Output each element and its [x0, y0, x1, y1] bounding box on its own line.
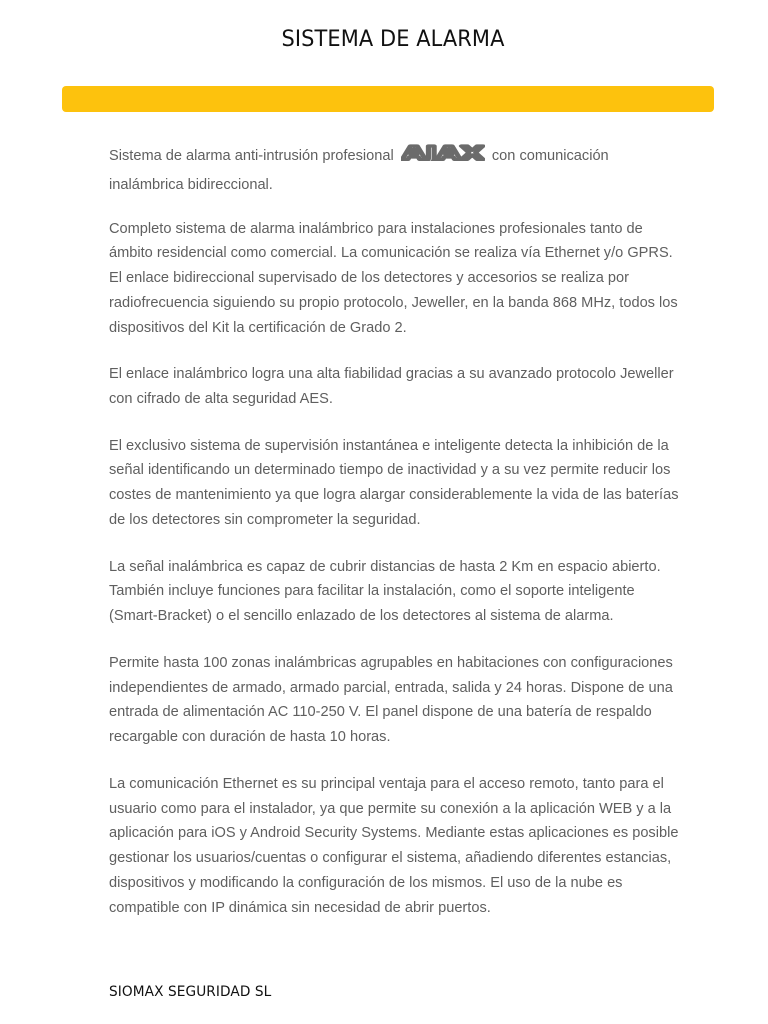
paragraph-overview: Completo sistema de alarma inalámbrico para instalaciones profesionales tanto de ámbito residencial como comercial. La comunicación se realiza vía Ethernet y/o GPRS. El enlace bidireccional supervisado de los detectores y accesorios se realiza por radiofrecuencia siguiendo su propio protocolo, Jeweller, en la banda 868 MHz, todos los dispositivos del Kit la certificación de Grado 2. — [109, 220, 678, 336]
intro-text-before: Sistema de alarma anti-intrusión profesional — [109, 148, 394, 164]
ajax-logo-text: AJAX — [401, 144, 485, 161]
paragraph-supervision: El exclusivo sistema de supervisión instantánea e inteligente detecta la inhibición de la señal identificando un determinado tiempo de inactividad y a su vez permite reducir los costes de mantenimiento ya que logra alargar considerablemente la vida de las baterías de los detectores sin comprometer la seguridad. — [109, 437, 679, 529]
intro-text-after: con comunicación inalámbrica bidireccional. — [109, 148, 609, 193]
intro-paragraph — [109, 142, 684, 199]
paragraph-range: La señal inalámbrica es capaz de cubrir distancias de hasta 2 Km en espacio abierto. También incluye funciones para facilitar la instalación, como el soporte inteligente (Smart-Bracket) o el sencillo enlazado de los detectores al sistema de alarma. — [109, 558, 661, 625]
ajax-logo — [401, 144, 485, 161]
document-body — [109, 142, 684, 942]
page-title: SISTEMA DE ALARMA — [281, 26, 505, 52]
paragraph-zones: Permite hasta 100 zonas inalámbricas agrupables en habitaciones con configuraciones independientes de armado, armado parcial, entrada, salida y 24 horas. Dispone de una entrada de alimentación AC 110-250 V. El panel dispone de una batería de respaldo recargable con duración de hasta 10 horas. — [109, 654, 673, 746]
paragraph-ethernet: La comunicación Ethernet es su principal ventaja para el acceso remoto, tanto para el usuario como para el instalador, ya que permite su conexión a la aplicación WEB y a la aplicación para iOS y Android Security Systems. Mediante estas aplicaciones es posible gestionar los usuarios/cuentas o configurar el sistema, añadiendo diferentes estancias, dispositivos y modificando la configuración de los mismos. El uso de la nube es compatible con IP dinámica sin necesidad de abrir puertos. — [109, 775, 679, 916]
paragraph-reliability: El enlace inalámbrico logra una alta fiabilidad gracias a su avanzado protocolo Jeweller con cifrado de alta seguridad AES. — [109, 366, 674, 408]
company-footer: SIOMAX SEGURIDAD SL — [109, 984, 272, 1000]
accent-bar — [62, 86, 714, 112]
